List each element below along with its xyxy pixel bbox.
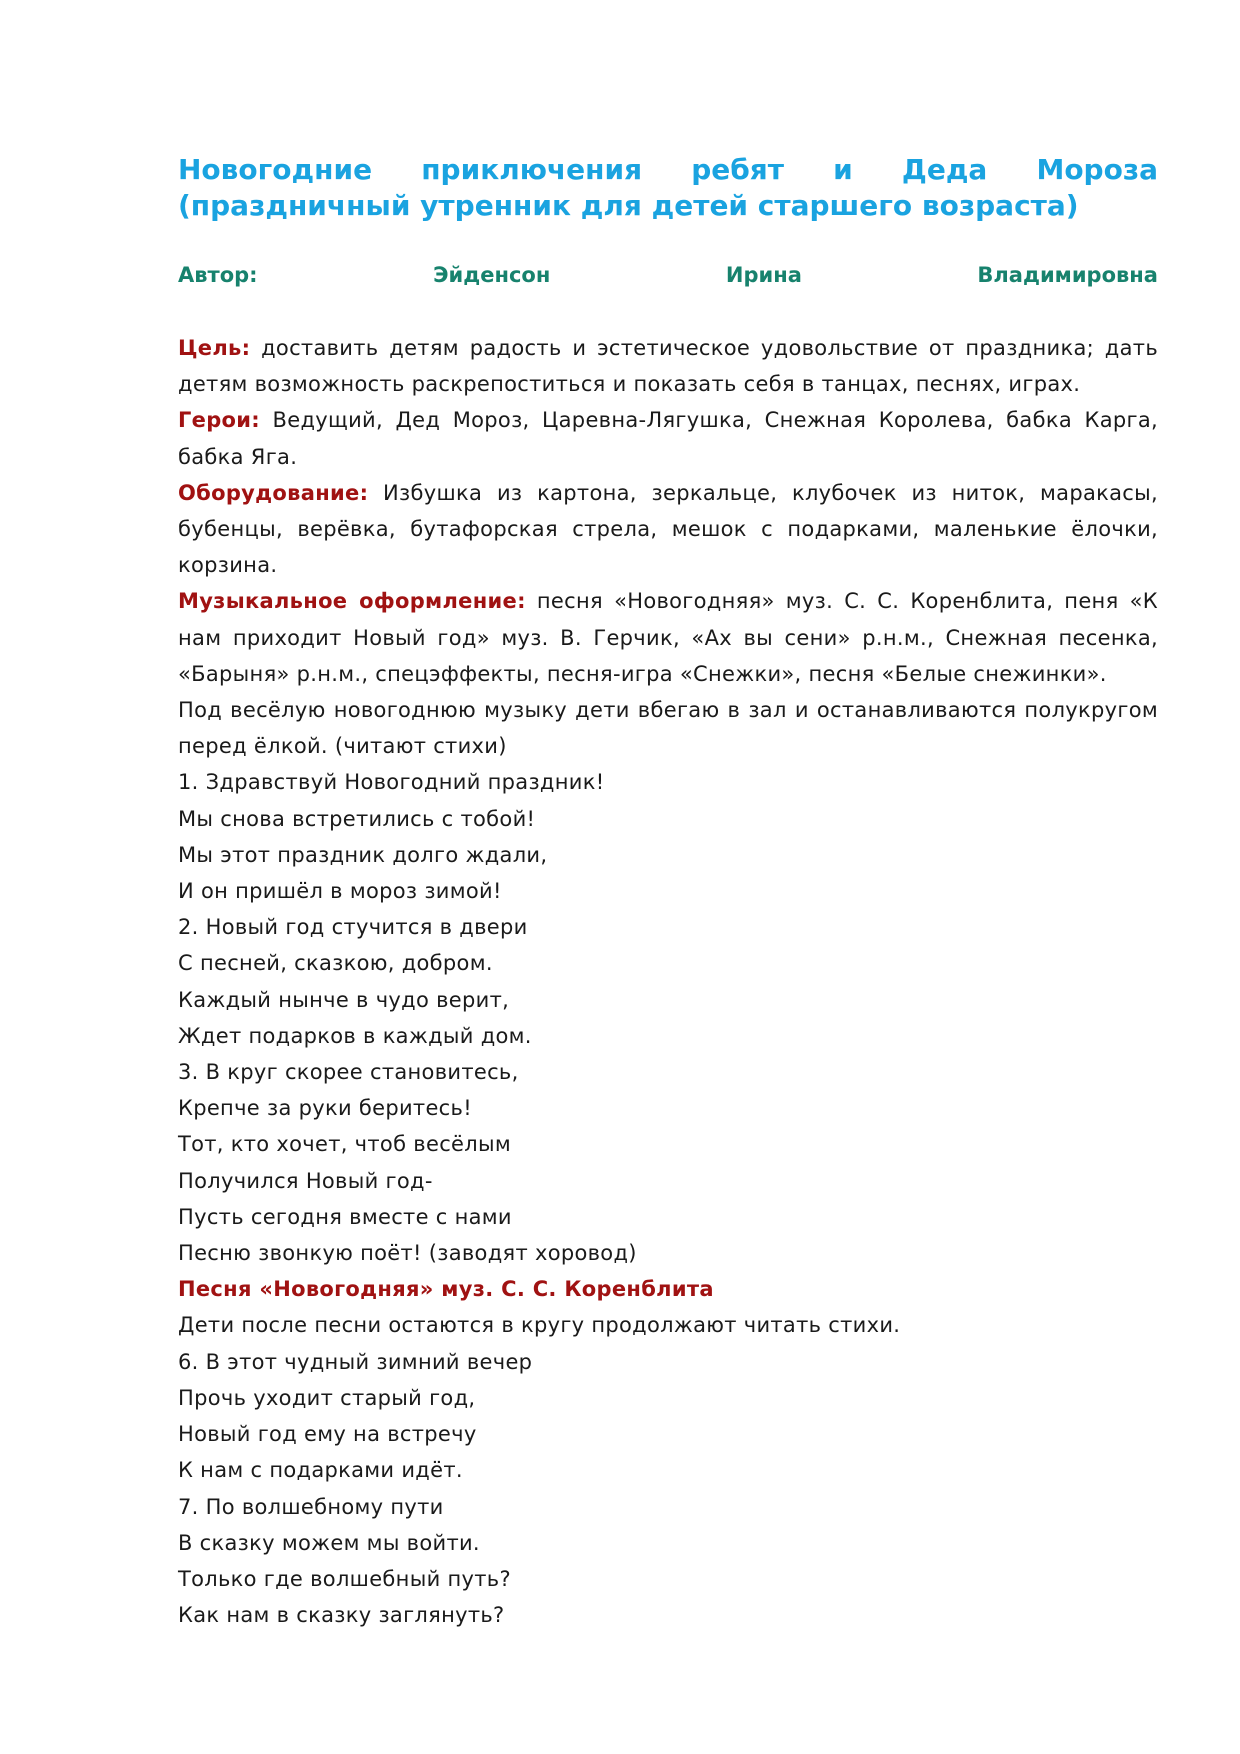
author-name: Ирина xyxy=(725,263,802,287)
song-heading: Песня «Новогодняя» муз. С. С. Коренблита xyxy=(178,1277,714,1302)
music-paragraph xyxy=(178,583,1158,692)
document-body xyxy=(178,330,1158,1633)
verse-line: С песней, сказкою, добром. xyxy=(178,951,493,976)
verse-line: 7. По волшебному пути xyxy=(178,1494,444,1519)
author-surname: Эйденсон xyxy=(433,263,551,287)
verse-line: 3. В круг скорее становитесь, xyxy=(178,1060,519,1085)
document-title xyxy=(178,152,1158,224)
verses-block-2 xyxy=(178,1344,1158,1634)
document-page xyxy=(178,152,1158,1633)
verse-line: 2. Новый год стучится в двери xyxy=(178,915,528,940)
verse-line: Как нам в сказку заглянуть? xyxy=(178,1603,505,1628)
goal-text: доставить детям радость и эстетическое удовольствие от праздника; дать детям возможность раскрепоститься и показать себя в танцах, песнях, играх. xyxy=(178,336,1158,397)
equipment-text: Избушка из картона, зеркальце, клубочек из ниток, маракасы, бубенцы, верёвка, бутафорская стрела, мешок с подарками, маленькие ёлочки, корзина. xyxy=(178,480,1158,578)
verse-line: Мы снова встретились с тобой! xyxy=(178,806,536,831)
title-word: Деда xyxy=(901,153,988,186)
goal-label: Цель: xyxy=(178,336,251,360)
verse-line: Мы этот праздник долго ждали, xyxy=(178,842,548,867)
title-word: приключения xyxy=(421,153,643,186)
author-patronymic: Владимировна xyxy=(977,263,1158,287)
author-line xyxy=(178,260,1158,290)
verse-line: И он пришёл в мороз зимой! xyxy=(178,879,502,904)
verse-line: 1. Здравствуй Новогодний праздник! xyxy=(178,770,605,795)
title-word: Мороза xyxy=(1036,153,1158,186)
verse-line: Ждет подарков в каждый дом. xyxy=(178,1023,532,1048)
after-song-text: Дети после песни остаются в кругу продолжают читать стихи. xyxy=(178,1313,901,1338)
equipment-paragraph xyxy=(178,475,1158,584)
title-word: и xyxy=(833,153,853,186)
goal-paragraph xyxy=(178,330,1158,402)
verse-line: Крепче за руки беритесь! xyxy=(178,1096,472,1121)
title-line-2: (праздничный утренник для детей старшего возраста) xyxy=(178,189,1079,222)
heroes-label: Герои: xyxy=(178,408,260,433)
verse-line: Каждый нынче в чудо верит, xyxy=(178,987,510,1012)
verse-line: Только где волшебный путь? xyxy=(178,1566,511,1591)
verse-line: Песню звонкую поёт! (заводят хоровод) xyxy=(178,1241,637,1266)
title-word: Новогодние xyxy=(178,153,373,186)
verse-line: Новый год ему на встречу xyxy=(178,1422,477,1447)
verse-line: К нам с подарками идёт. xyxy=(178,1458,463,1483)
verse-line: Тот, кто хочет, чтоб весёлым xyxy=(178,1132,512,1157)
verse-line: В сказку можем мы войти. xyxy=(178,1530,480,1555)
intro-paragraph: Под весёлую новогоднюю музыку дети вбегаю в зал и останавливаются полукругом перед ёлкой. (читают стихи) xyxy=(178,698,1158,759)
author-label: Автор: xyxy=(178,263,258,287)
music-label: Музыкальное оформление: xyxy=(178,589,526,614)
verse-line: Прочь уходит старый год, xyxy=(178,1385,476,1410)
verse-line: 6. В этот чудный зимний вечер xyxy=(178,1349,533,1374)
heroes-paragraph xyxy=(178,402,1158,474)
equipment-label: Оборудование: xyxy=(178,480,369,505)
verses-block-1 xyxy=(178,764,1158,1271)
title-line-1 xyxy=(178,152,1158,188)
music-text: песня «Новогодняя» муз. С. С. Коренблита, пеня «К нам приходит Новый год» муз. В. Герчик, «Ах вы сени» р.н.м., Снежная песенка, «Барыня» р.н.м., спецэффекты, песня-игра «Снежки», песня «Белые снежинки». xyxy=(178,589,1158,686)
verse-line: Пусть сегодня вместе с нами xyxy=(178,1204,512,1229)
verse-line: Получился Новый год- xyxy=(178,1168,433,1193)
title-word: ребят xyxy=(691,153,785,186)
heroes-text: Ведущий, Дед Мороз, Царевна-Лягушка, Снежная Королева, бабка Карга, бабка Яга. xyxy=(178,408,1158,469)
